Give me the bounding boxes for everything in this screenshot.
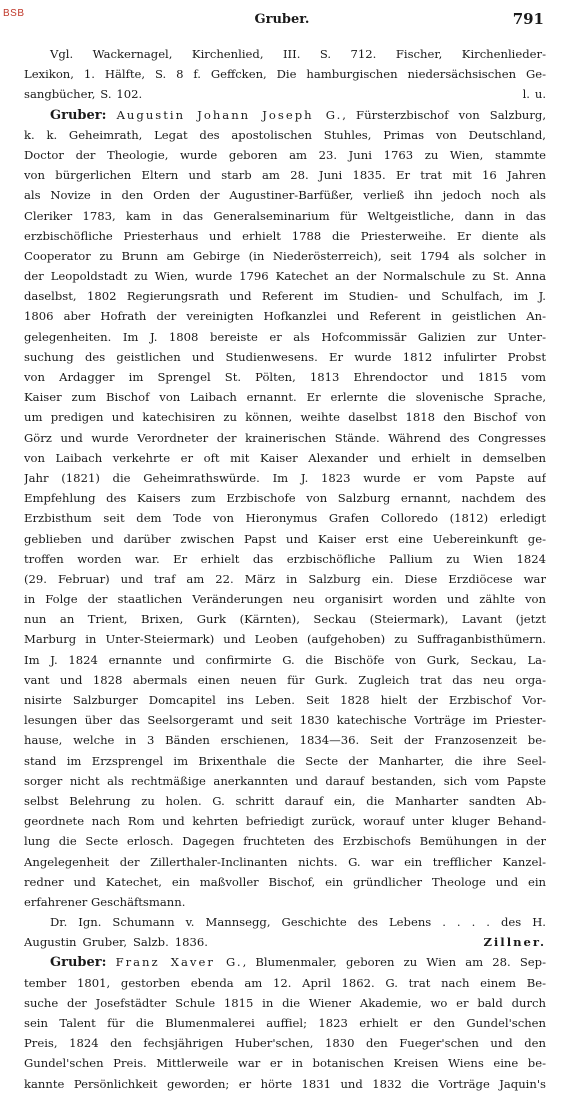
text-run: sorger nicht als rechtmäßige anerkannten und darauf bestanden, sich vom Papste <box>24 773 546 788</box>
running-title: Gruber. <box>254 12 310 27</box>
text-run: geblieben und darüber zwischen Papst und Kaiser erst eine Uebereinkunft ge- <box>24 531 546 546</box>
text-run: Erzbisthum seit dem Tode von Hieronymus Grafen Colloredo (1812) erledigt <box>24 511 546 526</box>
text-line <box>24 1033 546 1053</box>
text-line <box>24 407 546 427</box>
entry-headword: Gruber: <box>50 107 107 123</box>
text-run: suchung des geistlichen und Studienwesens. Er wurde 1812 infulirter Probst <box>24 349 546 364</box>
text-run: , Blumenmaler, geboren zu Wien am 28. Sep- <box>242 955 546 970</box>
text-line <box>24 811 546 831</box>
text-run: , Fürsterzbischof von Salzburg, <box>342 107 546 122</box>
text-line <box>24 185 546 205</box>
text-line <box>24 771 546 791</box>
page-number: 791 <box>512 10 544 28</box>
text-line <box>24 64 546 84</box>
text-line <box>24 468 546 488</box>
text-line <box>24 892 546 912</box>
entry-author: Zillner. <box>483 935 546 950</box>
text-line <box>24 44 546 64</box>
text-line <box>24 125 546 145</box>
text-run: k. k. Geheimrath, Legat des apostolischen Stuhles, Primas von Deutschland, <box>24 127 546 142</box>
text-run: Im J. 1824 ernannte und confirmirte G. die Bischöfe von Gurk, Seckau, La- <box>24 652 546 667</box>
text-run: lesungen über das Seelsorgeramt und seit 1830 katechische Vorträge im Priester- <box>24 713 546 728</box>
text-run: sein Talent für die Blumenmalerei auffiel; 1823 erhielt er den Gundel'schen <box>24 1016 546 1030</box>
text-run: vant und 1828 abermals einen neuen für Gurk. Zugleich trat das neu orga- <box>24 672 546 687</box>
text-line <box>24 549 546 569</box>
text-run: daselbst, 1802 Regierungsrath und Referent im Studien- und Schulfach, im J. <box>24 289 546 304</box>
text-run: Doctor der Theologie, wurde geboren am 23. Juni 1763 zu Wien, stammte <box>24 147 546 162</box>
text-run: erzbischöfliche Priesterhaus und erhielt 1788 die Priesterweihe. Er diente als <box>24 228 546 243</box>
text-run: in Folge der staatlichen Veränderungen neu organisirt worden und zählte von <box>24 592 546 607</box>
text-run <box>142 87 522 101</box>
text-run: stand im Erzsprengel im Brixenthale die Secte der Manharter, die ihre Seel- <box>24 753 546 768</box>
text-run: selbst Belehrung zu holen. G. schritt darauf ein, die Manharter sandten Ab- <box>24 793 546 808</box>
text-run: (29. Februar) und traf am 22. März in Salzburg ein. Diese Erzdiöcese war <box>24 571 546 586</box>
text-line <box>24 508 546 528</box>
text-run: Cooperator zu Brunn am Gebirge (in Niederösterreich), seit 1794 als solcher in <box>24 248 546 263</box>
text-line <box>24 852 546 872</box>
text-line <box>24 246 546 266</box>
text-line <box>24 1013 546 1033</box>
text-run: von Laibach verkehrte er oft mit Kaiser Alexander und erhielt in demselben <box>24 450 546 465</box>
text-line <box>24 387 546 407</box>
text-line <box>24 1074 546 1094</box>
text-line <box>24 367 546 387</box>
text-run: tember 1801, gestorben ebenda am 12. April 1862. G. trat nach einem Be- <box>24 975 546 990</box>
text-run: suche der Josefstädter Schule 1815 in die Wiener Akademie, wo er bald durch <box>24 995 546 1010</box>
text-line <box>24 428 546 448</box>
text-run: 1806 aber Hofrath der vereinigten Hofkanzlei und Referent in geistlichen An- <box>24 309 546 324</box>
text-line <box>24 226 546 246</box>
text-run: Kaiser zum Bischof von Laibach ernannt. Er erlernte die slovenische Sprache, <box>24 390 546 405</box>
text-run <box>106 108 116 122</box>
text-line <box>24 751 546 771</box>
text-line <box>24 730 546 750</box>
entry-headword: Gruber: <box>50 955 107 971</box>
text-run: um predigen und katechisiren zu können, weihte daselbst 1818 den Bischof von <box>24 410 546 425</box>
text-line <box>24 629 546 649</box>
text-run: als Novize in den Orden der Augustiner-Barfüßer, verließ ihn jedoch noch als <box>24 188 546 203</box>
text-run: Jahr (1821) die Geheimrathswürde. Im J. 1823 wurde er vom Papste auf <box>24 470 546 485</box>
text-line <box>24 993 546 1013</box>
text-run: lung die Secte erlosch. Dagegen fruchteten des Erzbischofs Bemühungen in der <box>24 834 546 849</box>
text-run: von Ardagger im Sprengel St. Pölten, 1813 Ehrendoctor und 1815 vom <box>24 370 546 384</box>
text-line <box>24 589 546 609</box>
text-line <box>24 347 546 367</box>
text-line <box>24 306 546 326</box>
text-line <box>24 670 546 690</box>
text-line <box>24 84 546 104</box>
text-line <box>24 286 546 306</box>
text-run: Dr. Ign. Schumann v. Mannsegg, Geschichte des Lebens . . . . des H. <box>50 915 546 930</box>
text-line <box>24 650 546 670</box>
text-line <box>24 529 546 549</box>
text-run: l. u. <box>522 87 546 102</box>
text-line <box>24 145 546 165</box>
person-name: Augustin Johann Joseph G. <box>116 107 343 122</box>
text-run: Gundel'schen Preis. Mittlerweile war er in botanischen Kreisen Wiens eine be- <box>24 1056 546 1071</box>
text-run: der Leopoldstadt zu Wien, wurde 1796 Katechet an der Normalschule zu St. Anna <box>24 269 546 284</box>
text-line <box>24 165 546 185</box>
person-name: Franz Xaver G. <box>115 955 243 970</box>
text-run: Vgl. Wackernagel, Kirchenlied, III. S. 712. Fischer, Kirchenlieder- <box>50 47 546 61</box>
text-line <box>24 831 546 851</box>
text-line <box>24 206 546 226</box>
library-stamp: BSB <box>3 8 25 19</box>
text-run: kannte Persönlichkeit geworden; er hörte 1831 und 1832 die Vorträge Jaquin's <box>24 1076 546 1091</box>
text-run: gelegenheiten. Im J. 1808 bereiste er als Hofcommissär Galizien zur Unter- <box>24 329 546 344</box>
text-line <box>24 690 546 710</box>
text-line <box>24 973 546 993</box>
text-line <box>24 952 546 972</box>
article-body <box>24 44 546 1094</box>
text-run: nisirte Salzburger Domcapitel ins Leben. Seit 1828 hielt der Erzbischof Vor- <box>24 693 546 707</box>
text-run: Görz und wurde Verordneter der krainerischen Stände. Während des Congresses <box>24 430 546 445</box>
text-run <box>208 935 483 949</box>
text-run: erfahrener Geschäftsmann. <box>24 894 186 909</box>
text-line <box>24 105 546 125</box>
text-run: troffen worden war. Er erhielt das erzbischöfliche Pallium zu Wien 1824 <box>24 551 546 566</box>
text-line <box>24 266 546 286</box>
text-run: Cleriker 1783, kam in das Generalseminarium für Weltgeistliche, dann in das <box>24 208 546 223</box>
text-line <box>24 791 546 811</box>
text-run: von bürgerlichen Eltern und starb am 28. Juni 1835. Er trat mit 16 Jahren <box>24 168 546 183</box>
page-header <box>20 10 544 30</box>
text-run: Preis, 1824 den fechsjährigen Huber'schen, 1830 den Fueger'schen und den <box>24 1036 546 1051</box>
text-line <box>24 710 546 730</box>
text-run <box>106 955 115 969</box>
text-run: Empfehlung des Kaisers zum Erzbischofe von Salzburg ernannt, nachdem des <box>24 491 546 506</box>
text-line <box>24 872 546 892</box>
text-run: Marburg in Unter-Steiermark) und Leoben (aufgehoben) zu Suffraganbisthümern. <box>24 632 546 647</box>
text-line <box>24 609 546 629</box>
text-run: sangbücher, S. 102. <box>24 87 143 102</box>
text-line <box>24 1053 546 1073</box>
text-line <box>24 448 546 468</box>
text-line <box>24 569 546 589</box>
text-line <box>24 932 546 952</box>
text-run: Angelegenheit der Zillerthaler-Inclinanten nichts. G. war ein trefflicher Kanzel- <box>24 854 546 869</box>
text-line <box>24 912 546 932</box>
text-run: nun an Trient, Brixen, Gurk (Kärnten), Seckau (Steiermark), Lavant (jetzt <box>24 612 546 627</box>
text-run: Augustin Gruber, Salzb. 1836. <box>24 935 208 950</box>
text-run: Lexikon, 1. Hälfte, S. 8 f. Geffcken, Die hamburgischen niedersächsischen Ge- <box>24 67 546 82</box>
text-line <box>24 488 546 508</box>
text-line <box>24 327 546 347</box>
text-run: redner und Katechet, ein maßvoller Bischof, ein gründlicher Theologe und ein <box>24 874 546 889</box>
text-run: geordnete nach Rom und kehrten befriedigt zurück, worauf unter kluger Behand- <box>24 814 546 829</box>
text-run: hause, welche in 3 Bänden erschienen, 1834—36. Seit der Franzosenzeit be- <box>24 733 546 748</box>
